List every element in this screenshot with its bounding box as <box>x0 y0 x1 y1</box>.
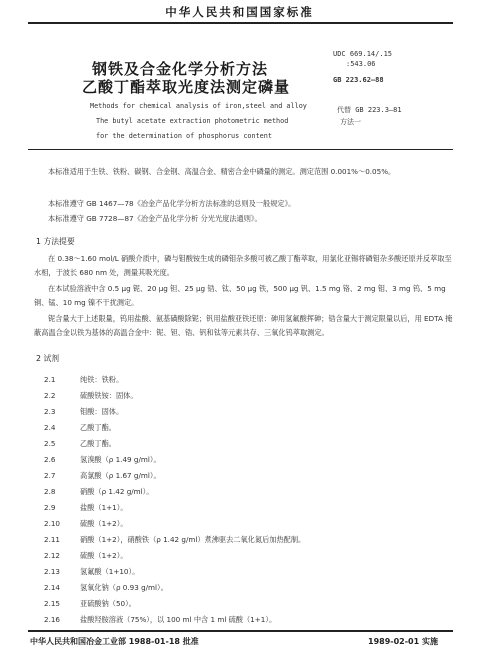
list-item <box>44 452 161 468</box>
list-item-number: 2.14 <box>44 583 61 592</box>
list-item <box>44 372 123 388</box>
list-item-number: 2.13 <box>44 567 61 576</box>
list-item-text: 氢氟酸（1+10）。 <box>80 567 140 576</box>
list-item-number: 2.4 <box>44 423 56 432</box>
list-item <box>44 500 128 516</box>
list-item-text: 乙酸丁酯。 <box>80 423 116 432</box>
list-item-text: 盐酸（1+1）。 <box>80 503 128 512</box>
method-category: 方法一 <box>340 118 361 126</box>
list-item <box>44 484 153 500</box>
list-item-number: 2.3 <box>44 407 56 416</box>
title-en-line1: Methods for chemical analysis of iron,steel and alloy <box>90 102 307 110</box>
list-item-text: 乙酸丁酯。 <box>80 439 116 448</box>
section-1-title: 1 方法提要 <box>36 237 75 246</box>
intro-paragraph-3: 本标准遵守 GB 7728—87《冶金产品化学分析 分光光度法通则》。 <box>48 214 262 223</box>
list-item-text: 硝酸（ρ 1.42 g/ml）。 <box>80 487 154 496</box>
title-rule <box>28 149 453 150</box>
list-item-number: 2.8 <box>44 487 56 496</box>
list-item-number: 2.16 <box>44 615 61 624</box>
list-item <box>44 516 128 532</box>
list-item-number: 2.12 <box>44 551 61 560</box>
list-item-text: 钼酸：固体。 <box>80 407 124 416</box>
list-item-text: 氢氧化钠（ρ 0.93 g/ml）。 <box>80 583 168 592</box>
list-item-number: 2.11 <box>44 535 61 544</box>
list-item <box>44 612 276 628</box>
standard-header: 中华人民共和国国家标准 <box>165 5 314 19</box>
list-item-text: 纯铁：铁粉。 <box>80 375 124 384</box>
list-item-text: 硫酸铁铵：固体。 <box>80 391 138 400</box>
list-item <box>44 580 168 596</box>
gb-code: GB 223.62—88 <box>333 76 384 84</box>
title-cn-line2: 乙酸丁酯萃取光度法测定磷量 <box>82 78 291 96</box>
list-item-text: 硫酸（1+2）。 <box>80 551 128 560</box>
list-item-number: 2.2 <box>44 391 56 400</box>
intro-paragraph-2: 本标准遵守 GB 1467—78《冶金产品化学分析方法标准的总则及一般规定》。 <box>48 199 296 208</box>
list-item <box>44 388 138 404</box>
footer-rule <box>28 630 453 632</box>
list-item <box>44 436 116 452</box>
list-item <box>44 564 139 580</box>
list-item-number: 2.10 <box>44 519 61 528</box>
section-2-title: 2 试剂 <box>36 354 60 363</box>
header-rule <box>28 22 453 24</box>
issuer-approval: 中华人民共和国冶金工业部 1988-01-18 批准 <box>30 637 199 646</box>
section-1-paragraph-2: 在本试验溶液中含 0.5 μg 铌、20 μg 钽、25 μg 锆、钛、50 μg 铁，500 μg 钒、1.5 mg 铬、2 mg 钼、3 mg 钨、5 mg 铜、锰、10 mg 镍不干扰测定。 <box>34 284 446 307</box>
list-item-number: 2.9 <box>44 503 56 512</box>
list-item-text: 盐酸羟胺溶液（75%），以 100 ml 中含 1 ml 硫酸（1+1）。 <box>80 615 277 624</box>
title-en-line2: The butyl acetate extraction photometric method <box>96 117 289 125</box>
list-item-number: 2.5 <box>44 439 56 448</box>
list-item <box>44 468 161 484</box>
section-1-paragraph-3: 铌含量大于上述限量，钨用盐酸、氨基磺酸除铌；钒用盐酸亚铁还原：砷用氢氟酸挥砷；锆含量大于测定限量以后，用 EDTA 掩蔽高温合金以铁为基体的高温合金中：铌、钽、锆、钒和钛等元素共存、三氧化钨萃取测定。 <box>34 314 453 337</box>
list-item <box>44 404 123 420</box>
list-item-text: 高氯酸（ρ 1.67 g/ml）。 <box>80 471 161 480</box>
effective-date: 1989-02-01 实施 <box>368 637 438 646</box>
list-item <box>44 596 136 612</box>
intro-paragraph-1: 本标准适用于生铁、铁粉、碳钢、合金钢、高温合金、精密合金中磷量的测定。测定范围 0.001%～0.05%。 <box>48 167 396 176</box>
list-item-number: 2.6 <box>44 455 56 464</box>
udc-code: UDC 669.14/.15 <box>333 50 393 58</box>
title-cn-line1: 钢铁及合金化学分析方法 <box>92 60 269 78</box>
list-item <box>44 532 305 548</box>
list-item-number: 2.15 <box>44 599 61 608</box>
list-item-text: 亚硫酸钠（50）。 <box>80 599 136 608</box>
list-item-text: 硫酸（1+2）。 <box>80 519 128 528</box>
section-1-paragraph-1: 在 0.38～1.60 mol/L 硝酸介质中，磷与钼酸铵生成的磷钼杂多酸可被乙酸丁酯萃取，用氯化亚锡将磷钼杂多酸还原并反萃取至水相，于波长 680 nm 处，测量其吸光度。 <box>34 254 452 277</box>
udc-code-2: :543.06 <box>346 60 376 68</box>
list-item <box>44 420 116 436</box>
list-item-text: 硝酸（1+2），硝酸铁（ρ 1.42 g/ml）煮沸驱去二氧化氮后加热配制。 <box>80 535 306 544</box>
replaces-standard: 代替 GB 223.3—81 <box>337 106 402 114</box>
list-item-text: 氢溴酸（ρ 1.49 g/ml）。 <box>80 455 161 464</box>
list-item <box>44 548 128 564</box>
list-item-number: 2.7 <box>44 471 56 480</box>
list-item-number: 2.1 <box>44 375 56 384</box>
title-en-line3: for the determination of phosphorus content <box>96 132 272 140</box>
